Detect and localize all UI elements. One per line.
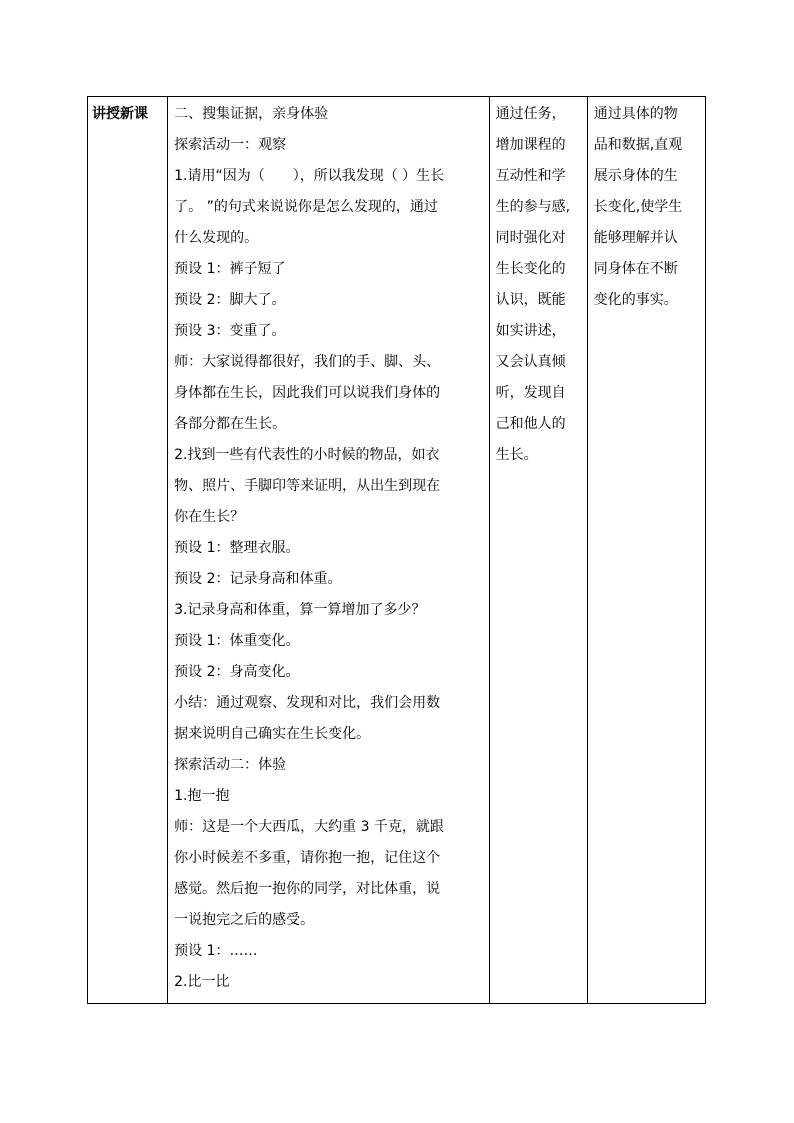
activity-content-cell [168, 97, 490, 1004]
intent-line: 能够理解并认 [593, 230, 678, 246]
content-line: 了。 ”的句式来说说你是怎么发现的，通过 [174, 199, 438, 215]
intent-line: 通过具体的物 [593, 106, 678, 122]
content-line: 探索活动一：观察 [174, 137, 287, 153]
content-line: 预设 1：体重变化。 [174, 633, 300, 649]
content-line: 1.请用“因为（ ），所以我发现（ ）生长 [174, 168, 445, 184]
content-line: 1.抱一抱 [174, 788, 230, 804]
purpose-line: 生长变化的 [495, 261, 566, 277]
design-purpose-cell [489, 97, 587, 1004]
content-line: 师：这是一个大西瓜，大约重 3 千克，就跟 [174, 819, 444, 835]
lesson-plan-table [87, 96, 706, 1004]
content-line: 预设 2：脚大了。 [174, 292, 286, 308]
content-line: 探索活动二：体验 [174, 757, 287, 773]
content-line: 预设 2：记录身高和体重。 [174, 571, 342, 587]
content-line: 你小时候差不多重，请你抱一抱，记住这个 [174, 850, 441, 866]
purpose-line: 生长。 [495, 447, 538, 463]
purpose-line: 听，发现自 [495, 385, 566, 401]
purpose-line: 增加课程的 [495, 137, 566, 153]
content-line: 师：大家说得都很好，我们的手、脚、头、 [174, 354, 441, 370]
design-intent [594, 99, 699, 316]
section-label-cell [88, 97, 168, 1004]
table-row [88, 97, 706, 1004]
intent-line: 展示身体的生 [593, 168, 678, 184]
content-line: 二、搜集证据，亲身体验 [174, 106, 329, 122]
intent-line: 品和数据,直观 [593, 137, 683, 153]
section-label: 讲授新课 [92, 106, 148, 122]
content-line: 据来说明自己确实在生长变化。 [174, 726, 371, 742]
purpose-line: 同时强化对 [495, 230, 566, 246]
content-line: 什么发现的。 [174, 230, 259, 246]
content-line: 你在生长？ [174, 509, 245, 525]
purpose-line: 通过任务， [495, 106, 566, 122]
content-line: 3.记录身高和体重，算一算增加了多少？ [174, 602, 426, 618]
purpose-line: 又会认真倾 [495, 354, 566, 370]
purpose-line: 己和他人的 [495, 416, 566, 432]
content-line: 预设 1：裤子短了 [174, 261, 286, 277]
intent-line: 变化的事实。 [593, 292, 678, 308]
content-line: 2.比一比 [174, 974, 230, 990]
activity-content [174, 99, 483, 998]
content-line: 预设 1：整理衣服。 [174, 540, 300, 556]
content-line: 小结：通过观察、发现和对比，我们会用数 [174, 695, 441, 711]
purpose-line: 互动性和学 [495, 168, 566, 184]
purpose-line: 如实讲述， [495, 323, 566, 339]
purpose-line: 生的参与感, [495, 199, 571, 215]
purpose-line: 认识，既能 [495, 292, 566, 308]
content-line: 预设 2：身高变化。 [174, 664, 300, 680]
content-line: 预设 3：变重了。 [174, 323, 286, 339]
content-line: 预设 1：…… [174, 943, 258, 959]
intent-line: 同身体在不断 [593, 261, 678, 277]
content-line: 身体都在生长，因此我们可以说我们身体的 [174, 385, 441, 401]
content-line: 各部分都在生长。 [174, 416, 287, 432]
content-line: 2.找到一些有代表性的小时候的物品，如衣 [174, 447, 440, 463]
intent-line: 长变化,使学生 [593, 199, 683, 215]
content-line: 感觉。然后抱一抱你的同学，对比体重，说 [174, 881, 441, 897]
design-purpose [496, 99, 581, 471]
content-line: 一说抱完之后的感受。 [174, 912, 315, 928]
design-intent-cell [587, 97, 705, 1004]
content-line: 物、照片、手脚印等来证明，从出生到现在 [174, 478, 441, 494]
